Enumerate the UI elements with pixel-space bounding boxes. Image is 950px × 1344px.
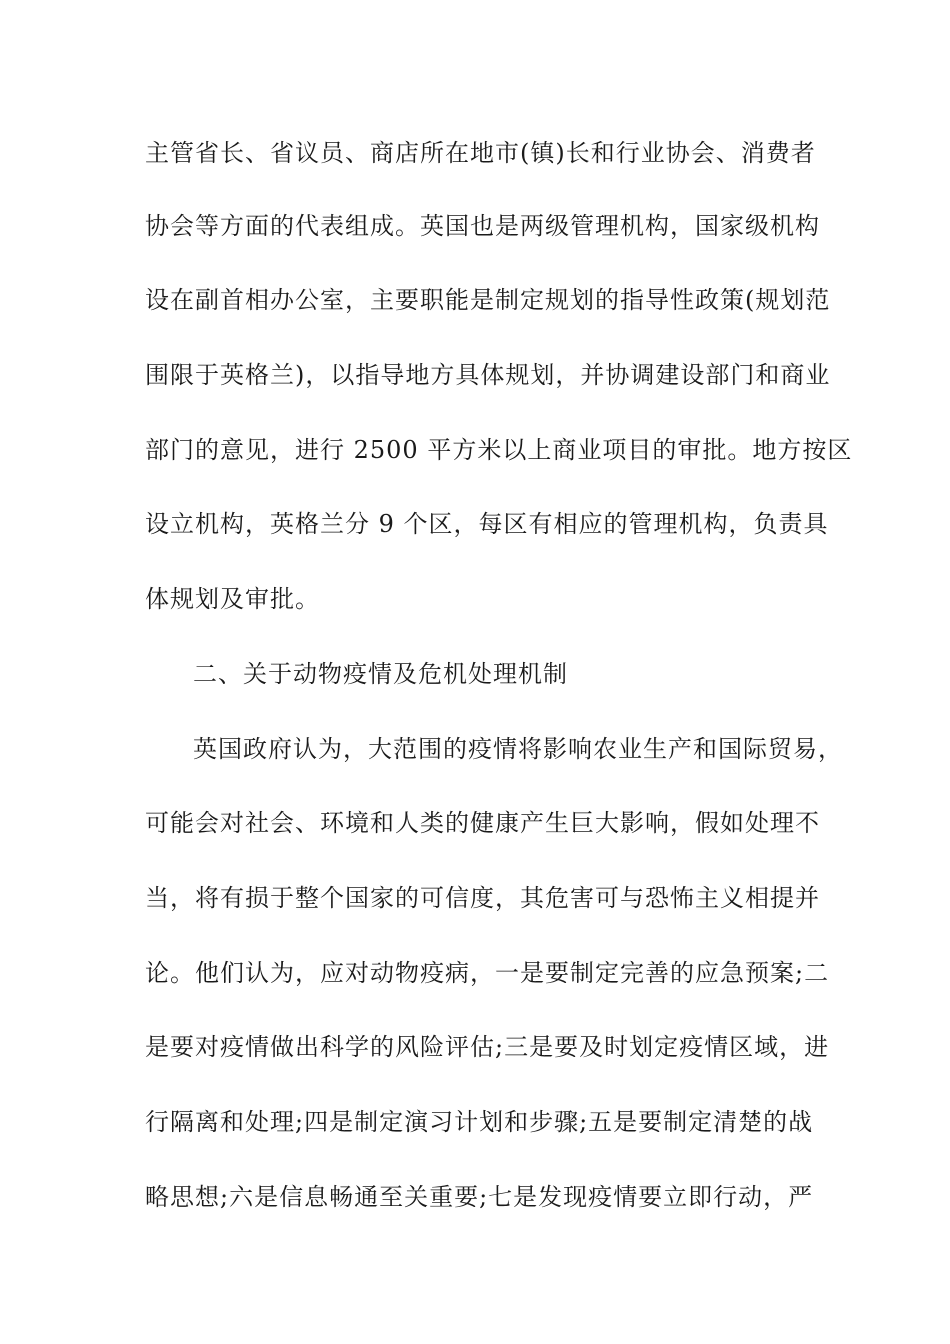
paragraph-line: 围限于英格兰)，以指导地方具体规划，并协调建设部门和商业 <box>145 361 831 389</box>
paragraph-line: 当，将有损于整个国家的可信度，其危害可与恐怖主义相提并 <box>145 884 820 912</box>
paragraph-line: 是要对疫情做出科学的风险评估;三是要及时划定疫情区域，进 <box>145 1033 830 1061</box>
paragraph-line: 设立机构，英格兰分 9 个区，每区有相应的管理机构，负责具 <box>145 510 829 538</box>
section-heading: 二、关于动物疫情及危机处理机制 <box>193 660 568 688</box>
paragraph-line: 主管省长、省议员、商店所在地市(镇)长和行业协会、消费者 <box>145 139 816 167</box>
paragraph-line: 设在副首相办公室，主要职能是制定规划的指导性政策(规划范 <box>145 286 831 314</box>
paragraph-line: 可能会对社会、环境和人类的健康产生巨大影响，假如处理不 <box>145 809 820 837</box>
paragraph-line: 英国政府认为，大范围的疫情将影响农业生产和国际贸易， <box>193 735 843 763</box>
paragraph-line: 论。他们认为，应对动物疫病，一是要制定完善的应急预案;二 <box>145 959 830 987</box>
paragraph-line: 行隔离和处理;四是制定演习计划和步骤;五是要制定清楚的战 <box>145 1108 814 1136</box>
paragraph-line: 略思想;六是信息畅通至关重要;七是发现疫情要立即行动，严 <box>145 1183 814 1211</box>
paragraph-line: 协会等方面的代表组成。英国也是两级管理机构，国家级机构 <box>145 212 820 240</box>
paragraph-line: 体规划及审批。 <box>145 585 320 613</box>
paragraph-line: 部门的意见，进行 2500 平方米以上商业项目的审批。地方按区 <box>145 436 853 464</box>
